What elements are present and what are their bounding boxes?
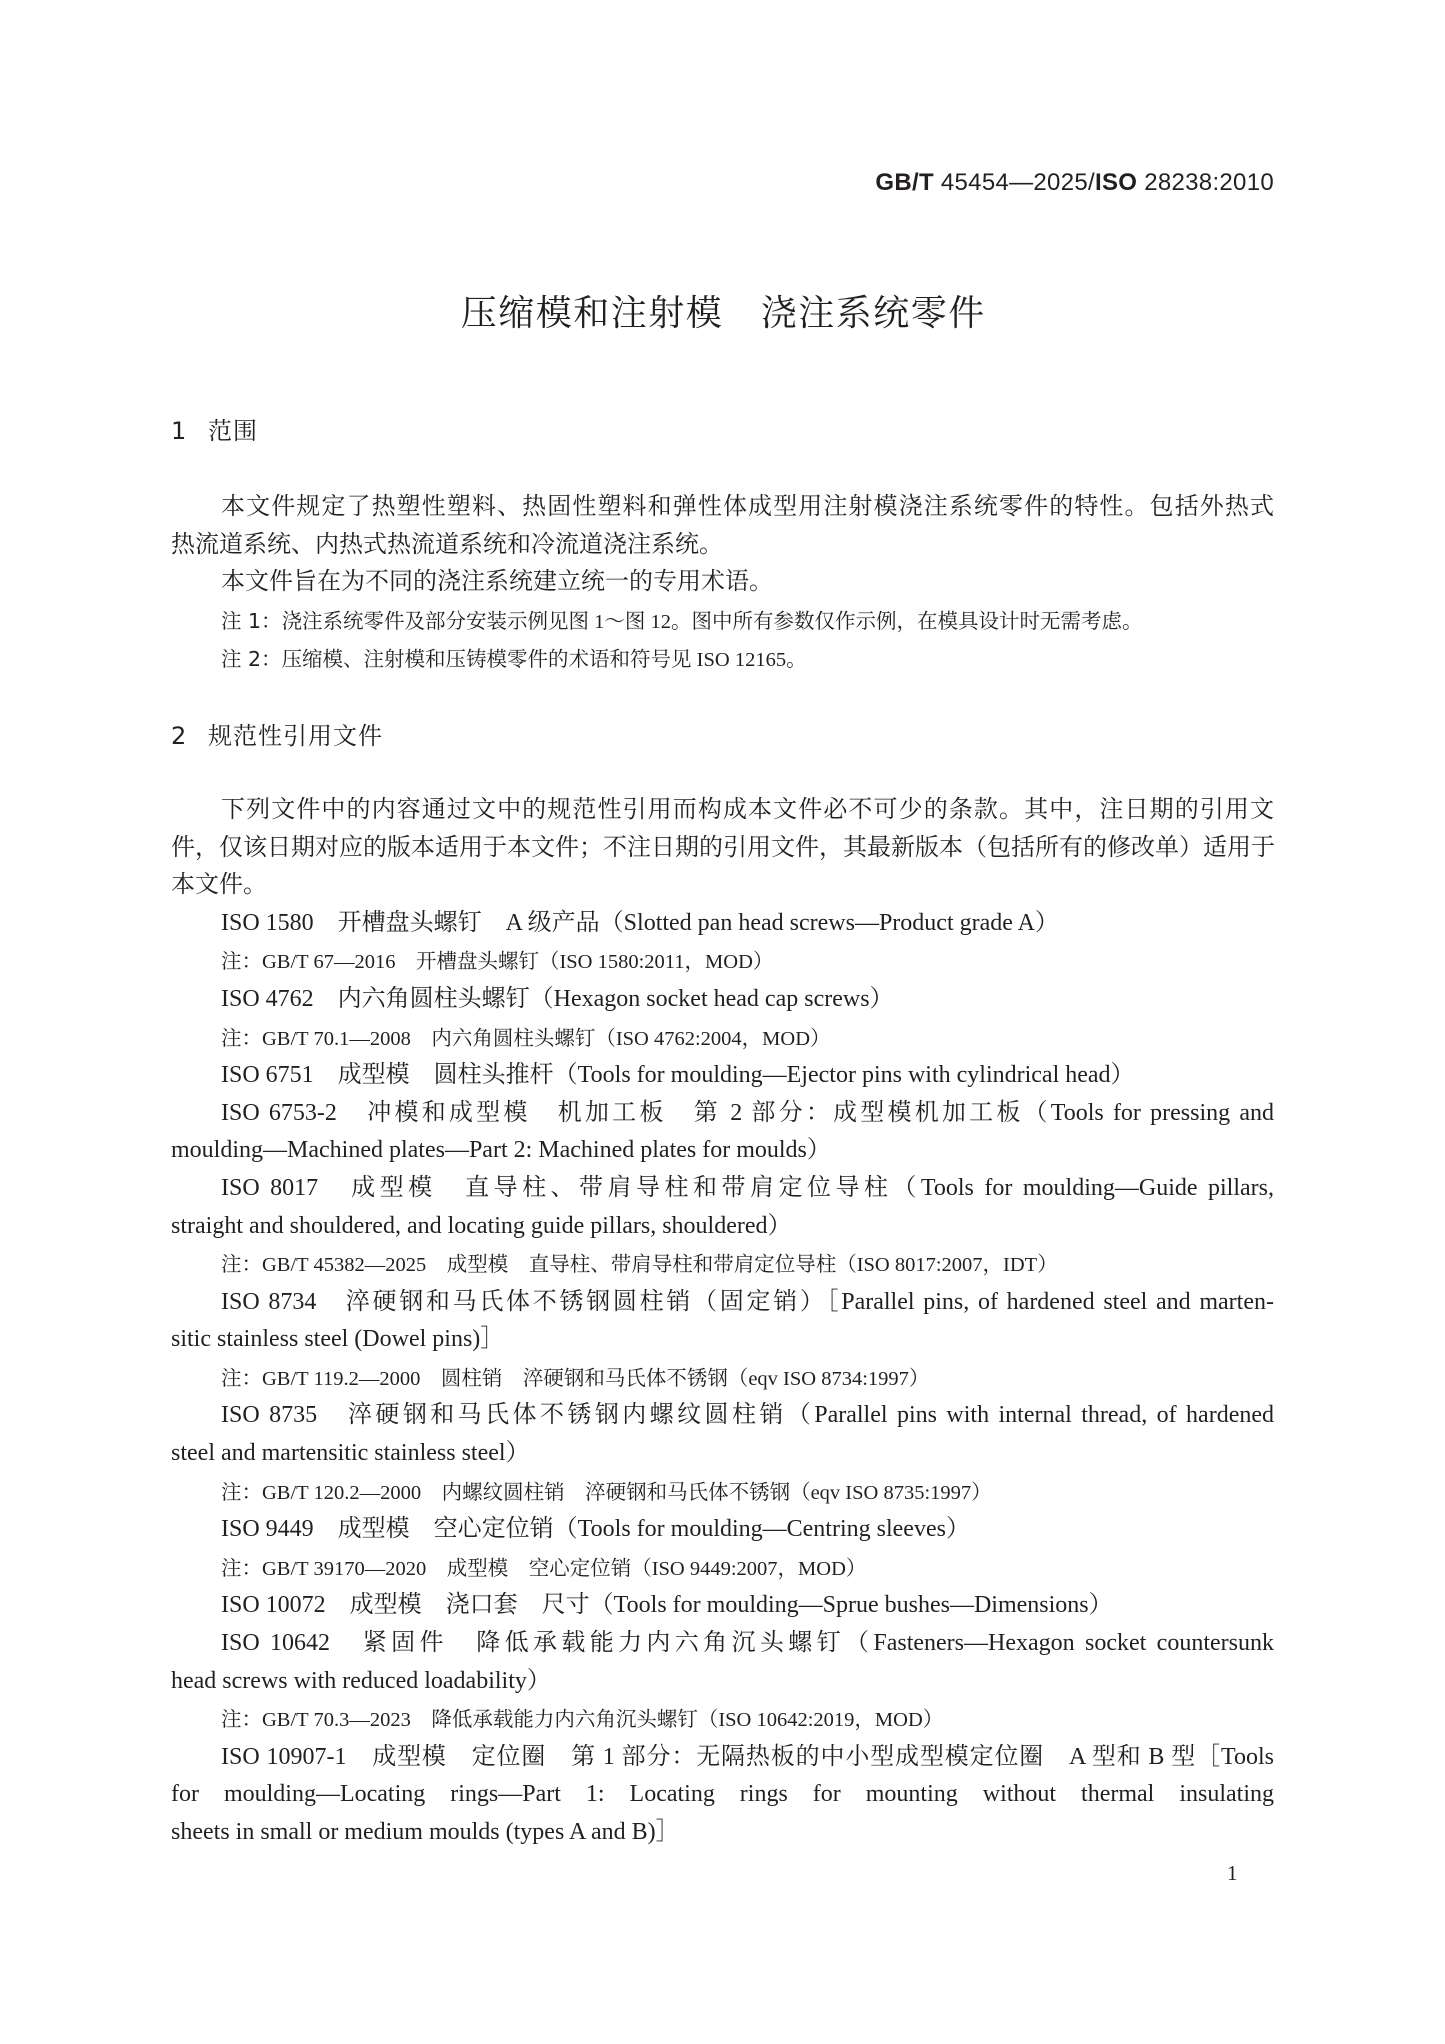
note: [171, 602, 1274, 641]
document-title: 压缩模和注射模 浇注系统零件: [460, 293, 986, 334]
reference-continuation-line: steel and martensitic stainless steel）: [171, 1440, 530, 1467]
note-text: GB/T 45382—2025 成型模 直导柱、带肩导柱和带肩定位导柱（ISO 8017:2007，IDT）: [262, 1254, 1058, 1277]
note-label: 注：: [221, 1707, 262, 1732]
reference-note: [171, 1019, 1274, 1058]
reference-iso-4762: ISO 4762 内六角圆柱头螺钉（Hexagon socket head cap screws）: [221, 985, 894, 1012]
note-text: 浇注系统零件及部分安装示例见图 1～图 12。图中所有参数仅作示例，在模具设计时无需考虑。: [281, 610, 1143, 633]
note-text: GB/T 70.3—2023 降低承载能力内六角沉头螺钉（ISO 10642:2019，MOD）: [262, 1709, 944, 1732]
paragraph-line: 件，仅该日期对应的版本适用于本文件；不注日期的引用文件，其最新版本（包括所有的修改单）适用于: [171, 834, 1275, 861]
iso-number: 28238:2010: [1144, 169, 1274, 196]
note-label: 注：: [221, 1555, 262, 1580]
note-label: 注：: [221, 949, 262, 974]
note-text: GB/T 70.1—2008 内六角圆柱头螺钉（ISO 4762:2004，MOD）: [262, 1027, 831, 1050]
reference-iso-1580: ISO 1580 开槽盘头螺钉 A 级产品（Slotted pan head screws—Product grade A）: [221, 909, 1059, 936]
reference-note: [171, 1549, 1274, 1588]
paragraph-line: 本文件旨在为不同的浇注系统建立统一的专用术语。: [221, 569, 773, 596]
reference-note: [171, 1245, 1274, 1284]
iso-code: ISO: [1094, 169, 1138, 196]
reference-iso-9449: ISO 9449 成型模 空心定位销（Tools for moulding—Centring sleeves）: [221, 1516, 970, 1543]
note-text: GB/T 67—2016 开槽盘头螺钉（ISO 1580:2011，MOD）: [262, 951, 774, 974]
reference-note: [171, 1700, 1274, 1739]
document-body: [171, 412, 1274, 1852]
reference-iso-8017: ISO 8017 成型模 直导柱、带肩导柱和带肩定位导柱（Tools for moulding—Guide pillars,: [221, 1174, 1274, 1201]
note-text: 压缩模、注射模和压铸模零件的术语和符号见 ISO 12165。: [281, 649, 807, 672]
reference-continuation-line: for moulding—Locating rings—Part 1: Locating rings for mounting without thermal insulating: [171, 1781, 1274, 1808]
page-number: 1: [1227, 1861, 1238, 1885]
note: [171, 640, 1274, 679]
reference-note: [171, 1359, 1274, 1398]
section-scope: [171, 412, 1274, 679]
reference-continuation-line: sitic stainless steel (Dowel pins)］: [171, 1326, 505, 1353]
section-normative-references: [171, 717, 1274, 1852]
standard-number-header: [875, 169, 1274, 197]
gb-number: 45454—2025/: [940, 169, 1095, 196]
reference-continuation-line: sheets in small or medium moulds (types A and B)］: [171, 1819, 680, 1845]
reference-continuation-line: head screws with reduced loadability）: [171, 1667, 551, 1694]
section-number: 2: [171, 721, 187, 750]
section-title: 规范性引用文件: [208, 721, 383, 750]
note-label: 注：: [221, 1252, 262, 1277]
reference-note: [171, 942, 1274, 981]
reference-note: [171, 1473, 1274, 1512]
note-label: 注：: [221, 1365, 262, 1390]
section-number: 1: [171, 417, 187, 445]
section-title: 范围: [208, 417, 258, 445]
paragraph-line: 热流道系统、内热式热流道系统和冷流道浇注系统。: [171, 531, 723, 558]
note-label: 注：: [221, 1479, 262, 1504]
note-text: GB/T 120.2—2000 内螺纹圆柱销 淬硬钢和马氏体不锈钢（eqv ISO 8735:1997）: [262, 1481, 992, 1504]
section-heading: [171, 412, 1274, 450]
note-label: 注 2：: [221, 647, 282, 672]
reference-iso-6751: ISO 6751 成型模 圆柱头推杆（Tools for moulding—Ejector pins with cylindrical head）: [221, 1062, 1135, 1089]
reference-continuation-line: moulding—Machined plates—Part 2: Machined plates for moulds）: [171, 1137, 831, 1164]
reference-iso-6753-2: ISO 6753-2 冲模和成型模 机加工板 第 2 部分：成型模机加工板（Tools for pressing and: [221, 1099, 1274, 1126]
note-label: 注 1：: [221, 608, 282, 633]
note-text: GB/T 119.2—2000 圆柱销 淬硬钢和马氏体不锈钢（eqv ISO 8734:1997）: [262, 1367, 930, 1390]
reference-continuation-line: straight and shouldered, and locating guide pillars, shouldered）: [171, 1212, 792, 1239]
paragraph-line: 本文件规定了热塑性塑料、热固性塑料和弹性体成型用注射模浇注系统零件的特性。包括外热式: [221, 494, 1274, 520]
gb-code: GB/T: [875, 169, 934, 196]
reference-iso-10072: ISO 10072 成型模 浇口套 尺寸（Tools for moulding—Sprue bushes—Dimensions）: [221, 1592, 1113, 1619]
reference-iso-10907-1: ISO 10907-1 成型模 定位圈 第 1 部分：无隔热板的中小型成型模定位圈 A 型和 B 型［Tools: [221, 1743, 1274, 1770]
note-text: GB/T 39170—2020 成型模 空心定位销（ISO 9449:2007，MOD）: [262, 1557, 867, 1580]
reference-iso-8734: ISO 8734 淬硬钢和马氏体不锈钢圆柱销（固定销）［Parallel pins, of hardened steel and marten-: [221, 1288, 1274, 1315]
note-label: 注：: [221, 1025, 262, 1050]
reference-iso-10642: ISO 10642 紧固件 降低承载能力内六角沉头螺钉（Fasteners—Hexagon socket countersunk: [221, 1630, 1274, 1657]
paragraph-line: 本文件。: [171, 872, 267, 899]
reference-iso-8735: ISO 8735 淬硬钢和马氏体不锈钢内螺纹圆柱销（Parallel pins with internal thread, of hardened: [221, 1402, 1274, 1429]
section-heading: [171, 717, 1274, 755]
paragraph-line: 下列文件中的内容通过文中的规范性引用而构成本文件必不可少的条款。其中，注日期的引用文: [221, 796, 1274, 823]
